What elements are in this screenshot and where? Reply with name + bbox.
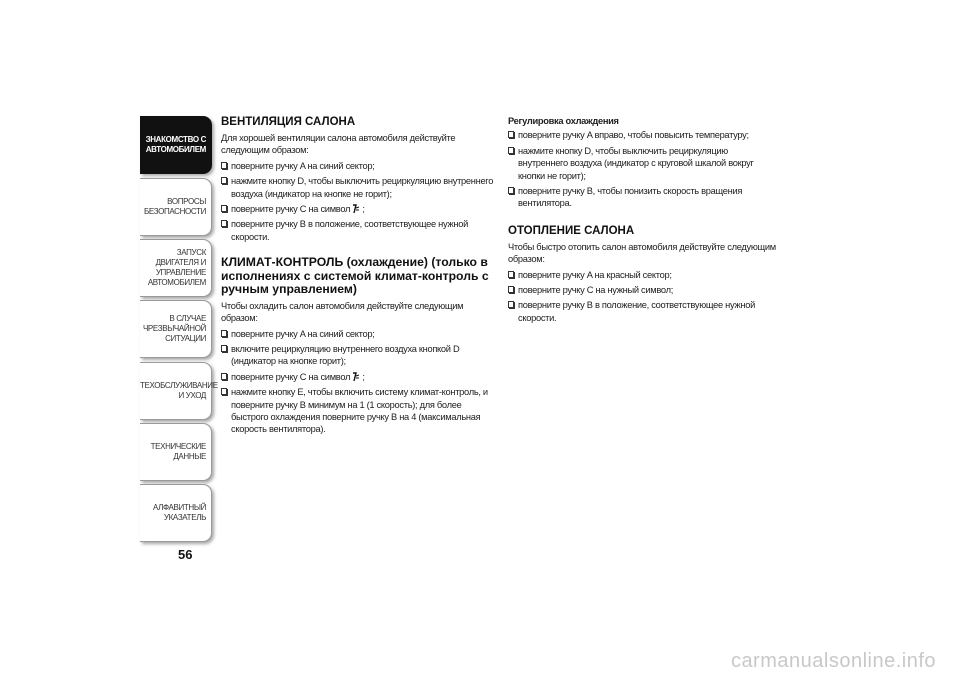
checkbox-bullet-icon: [221, 330, 227, 337]
heating-steps: [508, 269, 778, 325]
tab-index[interactable]: [140, 484, 212, 542]
list-item: [508, 145, 778, 182]
list-item: [221, 386, 495, 436]
tab-label: В СЛУЧАЕ ЧРЕЗВЫЧАЙНОЙ СИТУАЦИИ: [142, 314, 206, 343]
tab-label: ТЕХНИЧЕСКИЕ ДАННЫЕ: [150, 442, 206, 461]
list-item-text: поверните ручку B в положение, соответствующее нужной скорости.: [518, 300, 755, 323]
checkbox-bullet-icon: [508, 301, 514, 308]
list-item: [221, 328, 495, 340]
list-item: [508, 269, 778, 281]
tab-label: ЗАПУСК ДВИГАТЕЛЯ И УПРАВЛЕНИЕ АВТОМОБИЛЕМ: [147, 248, 206, 287]
list-item-text: поверните ручку A вправо, чтобы повысить температуру;: [518, 130, 749, 141]
right-column: [508, 115, 778, 327]
list-item: [221, 175, 495, 200]
heating-intro: Чтобы быстро отопить салон автомобиля действуйте следующим образом:: [508, 241, 776, 265]
tab-maintenance[interactable]: [140, 362, 218, 420]
list-item: [221, 218, 495, 243]
tab-starting-driving[interactable]: [140, 239, 212, 297]
checkbox-bullet-icon: [221, 220, 227, 227]
list-item-text: поверните ручку C на символ: [231, 204, 351, 215]
page-number: 56: [178, 547, 193, 562]
list-item-text: нажмите кнопку D, чтобы выключить рециркуляцию внутреннего воздуха (индикатор на кнопке не горит);: [231, 176, 494, 199]
tab-label: ЗНАКОМСТВО С АВТОМОБИЛЕМ: [145, 135, 206, 154]
ventilation-steps: [221, 160, 495, 243]
tab-label: ВОПРОСЫ БЕЗОПАСНОСТИ: [143, 197, 206, 216]
checkbox-bullet-icon: [221, 373, 227, 380]
list-item: [221, 160, 495, 172]
list-item-text: поверните ручку B в положение, соответствующее нужной скорости.: [231, 219, 468, 242]
checkbox-bullet-icon: [221, 388, 227, 395]
list-item: [221, 343, 495, 368]
tab-label: ТЕХОБСЛУЖИВАНИЕ И УХОД: [140, 381, 218, 400]
tab-emergency[interactable]: [140, 300, 212, 358]
checkbox-bullet-icon: [221, 205, 227, 212]
list-item-text: поверните ручку C на символ: [231, 371, 351, 382]
heating-heading: ОТОПЛЕНИЕ САЛОНА: [508, 224, 635, 237]
ventilation-heading: ВЕНТИЛЯЦИЯ САЛОНА: [221, 116, 356, 128]
ventilation-intro: Для хорошей вентиляции салона автомобиля действуйте следующим образом:: [221, 133, 456, 156]
checkbox-bullet-icon: [508, 131, 514, 138]
checkbox-bullet-icon: [221, 177, 227, 184]
list-item-text: поверните ручку A на синий сектор;: [231, 328, 375, 339]
tab-vehicle-intro[interactable]: [140, 116, 212, 174]
checkbox-bullet-icon: [221, 162, 227, 169]
list-item: [221, 203, 495, 215]
cooling-steps: [508, 129, 778, 209]
list-item: [508, 185, 778, 210]
list-item-text: поверните ручку A на синий сектор;: [231, 160, 375, 171]
climate-steps: [221, 328, 495, 436]
tab-label: АЛФАВИТНЫЙ УКАЗАТЕЛЬ: [153, 503, 206, 522]
checkbox-bullet-icon: [508, 187, 514, 194]
list-item-suffix: ;: [362, 371, 365, 382]
cooling-heading: Регулировка охлаждения: [508, 116, 619, 126]
list-item-text: поверните ручку C на нужный символ;: [518, 285, 674, 296]
list-item: [221, 371, 495, 383]
list-item: [508, 129, 778, 141]
list-item: [508, 299, 778, 324]
checkbox-bullet-icon: [508, 147, 514, 154]
climate-heading: КЛИМАТ-КОНТРОЛЬ (охлаждение) (только в исполнениях с системой климат-контроль с ручным управлением): [221, 255, 489, 297]
list-item-text: нажмите кнопку E, чтобы включить систему климат-контроль, и поверните ручку B минимум на 1 (1 скорость); для более быстрого охлаждения поверните ручку B на 4 (максимальная скорость вентилятора).: [231, 387, 488, 435]
airflow-face-icon: [351, 204, 360, 214]
checkbox-bullet-icon: [508, 286, 514, 293]
list-item-text: поверните ручку B, чтобы понизить скорость вращения вентилятора.: [518, 186, 743, 209]
list-item-suffix: ;: [362, 204, 365, 215]
left-column: [221, 115, 495, 439]
climate-intro: Чтобы охладить салон автомобиля действуйте следующим образом:: [221, 300, 464, 324]
checkbox-bullet-icon: [508, 271, 514, 278]
list-item: [508, 284, 778, 296]
tab-technical-data[interactable]: [140, 423, 212, 481]
list-item-text: нажмите кнопку D, чтобы выключить рециркуляцию внутреннего воздуха (индикатор с круговой шкалой вокруг кнопки не горит);: [518, 145, 754, 181]
airflow-face-icon: [351, 372, 360, 382]
checkbox-bullet-icon: [221, 345, 227, 352]
tab-safety[interactable]: [140, 178, 212, 236]
list-item-text: включите рециркуляцию внутреннего воздуха кнопкой D (индикатор на кнопке горит);: [231, 343, 460, 367]
list-item-text: поверните ручку A на красный сектор;: [518, 269, 672, 280]
watermark: carmanualsonline.info: [730, 650, 936, 672]
